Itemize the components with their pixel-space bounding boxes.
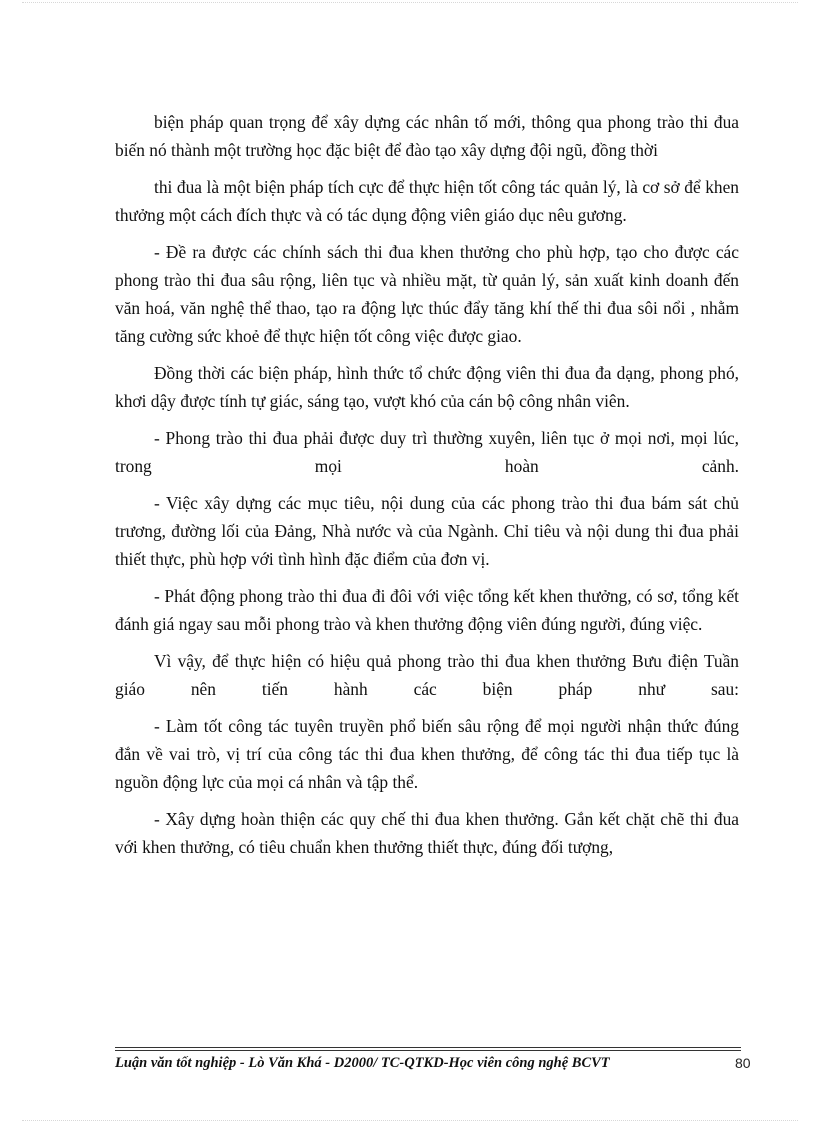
paragraph-4: Đồng thời các biện pháp, hình thức tổ chức động viên thi đua đa dạng, phong phó, khơi dậy được tính tự giác, sáng tạo, vượt khó của cán bộ công nhân viên. [115, 363, 739, 411]
paragraph-10: - Xây dựng hoàn thiện các quy chế thi đua khen thưởng. Gắn kết chặt chẽ thi đua với khen thưởng, có tiêu chuẩn khen thưởng thiết thực, đúng đối tượng, [115, 809, 739, 857]
footer-rule-bottom [115, 1050, 741, 1051]
paragraph-7: - Phát động phong trào thi đua đi đôi với việc tổng kết khen thưởng, có sơ, tổng kết đánh giá ngay sau mỗi phong trào và khen thưởng động viên đúng người, đúng việc. [115, 586, 739, 634]
paragraph-3: - Đề ra được các chính sách thi đua khen thưởng cho phù hợp, tạo cho được các phong trào thi đua sâu rộng, liên tục và nhiều mặt, từ quản lý, sản xuất kinh doanh đến văn hoá, văn nghệ thể thao, tạo ra động lực thúc đẩy tăng khí thế thi đua sôi nổi , nhằm tăng cường sức khoẻ để thực hiện tốt công việc được giao. [115, 242, 739, 346]
paragraph-6: - Việc xây dựng các mục tiêu, nội dung của các phong trào thi đua bám sát chủ trương, đường lối của Đảng, Nhà nước và của Ngành. Chỉ tiêu và nội dung thi đua phải thiết thực, phù hợp với tình hình đặc điểm của đơn vị. [115, 493, 739, 569]
paragraph-1: biện pháp quan trọng để xây dựng các nhân tố mới, thông qua phong trào thi đua biến nó thành một trường học đặc biệt để đào tạo xây dựng đội ngũ, đồng thời [115, 112, 739, 160]
footer-text: Luận văn tốt nghiệp - Lò Văn Khá - D2000/ TC-QTKD-Học viên công nghệ BCVT [115, 1055, 610, 1071]
paragraph-9: - Làm tốt công tác tuyên truyền phổ biến sâu rộng để mọi người nhận thức đúng đắn về vai trò, vị trí của công tác thi đua khen thưởng, để công tác thi đua tiếp tục là nguồn động lực của mọi cá nhân và tập thể. [115, 716, 739, 792]
paragraph-2: thi đua là một biện pháp tích cực để thực hiện tốt công tác quản lý, là cơ sở để khen thưởng một cách đích thực và có tác dụng động viên giáo dục nêu gương. [115, 177, 739, 225]
footer-rule-top [115, 1047, 741, 1048]
paragraph-5: - Phong trào thi đua phải được duy trì thường xuyên, liên tục ở mọi nơi, mọi lúc, trong mọi hoàn cảnh. [115, 428, 739, 476]
document-body [115, 108, 739, 870]
page-number: 80 [735, 1055, 751, 1071]
paragraph-8: Vì vậy, để thực hiện có hiệu quả phong trào thi đua khen thưởng Bưu điện Tuần giáo nên tiến hành các biện pháp như sau: [115, 651, 739, 699]
